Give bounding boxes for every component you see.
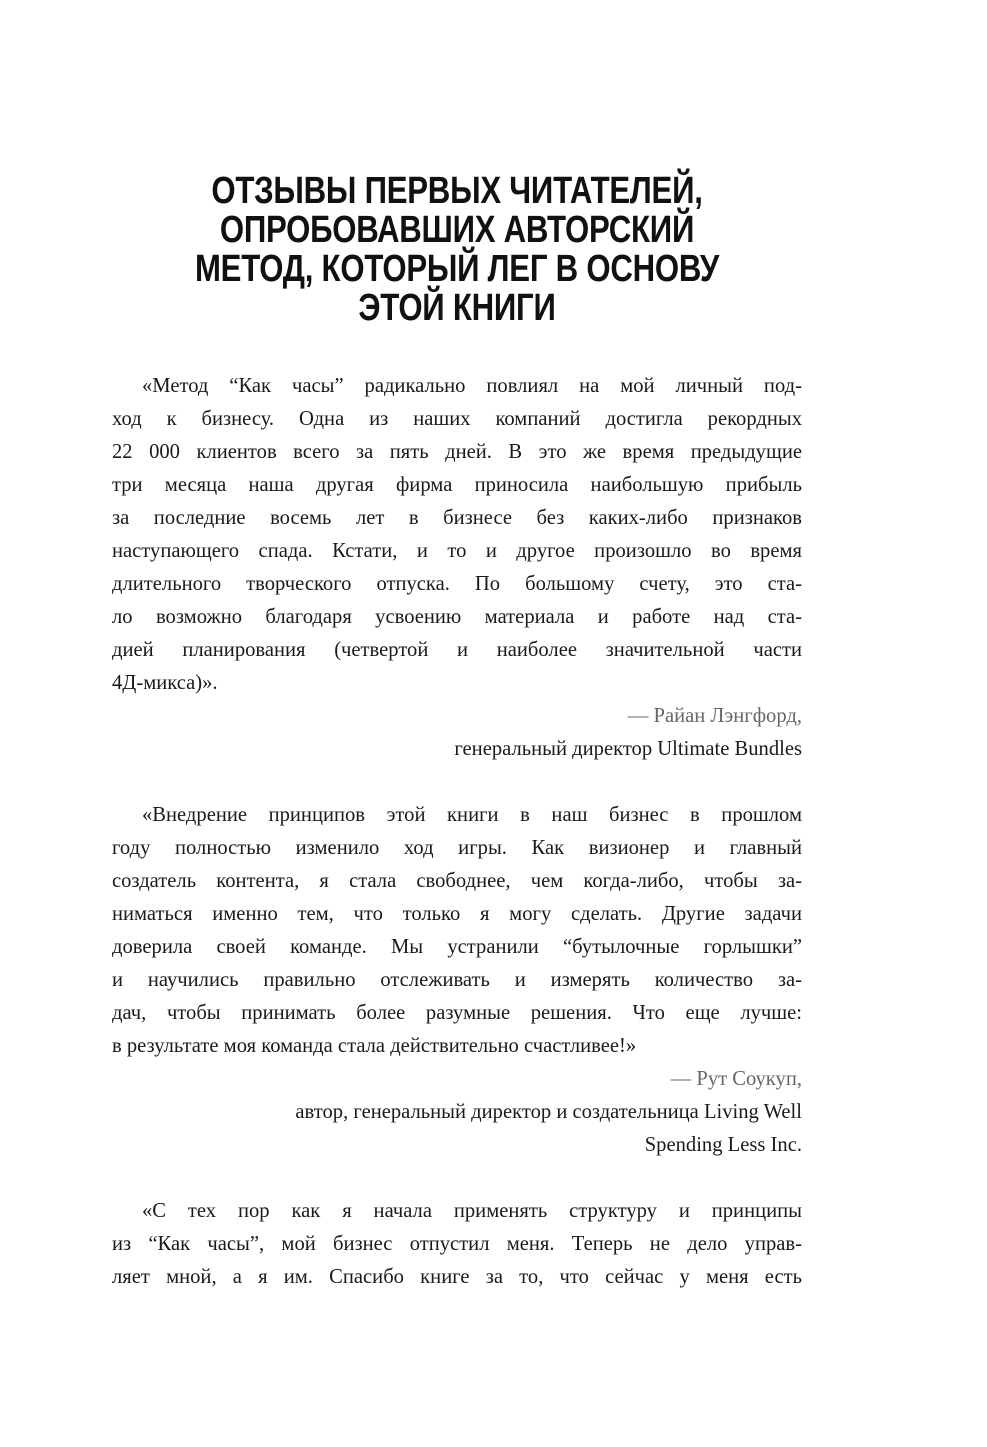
- quote-line: в результате моя команда стала действительно счастливее!»: [112, 1035, 637, 1057]
- review-ryan-langford: [112, 370, 802, 766]
- review-attribution: [112, 700, 802, 766]
- page-title: [174, 172, 740, 328]
- title-line: ОТЗЫВЫ ПЕРВЫХ ЧИТАТЕЛЕЙ,: [211, 170, 703, 212]
- review-quote: [112, 799, 802, 1063]
- title-line: ОПРОБОВАВШИХ АВТОРСКИЙ: [219, 209, 695, 251]
- reviews-list: [112, 370, 802, 1294]
- quote-line: дач, чтобы принимать более разумные решения. Что еще лучше:: [112, 1002, 802, 1024]
- review-quote: [112, 370, 802, 700]
- quote-line: году полностью изменило ход игры. Как визионер и главный: [112, 837, 802, 859]
- review-author-role: генеральный директор Ultimate Bundles: [454, 738, 802, 760]
- quote-line: «С тех пор как я начала применять структуру и принципы: [142, 1200, 802, 1222]
- quote-line: «Метод “Как часы” радикально повлиял на мой личный под-: [142, 375, 802, 397]
- quote-line: три месяца наша другая фирма приносила наибольшую прибыль: [112, 474, 802, 496]
- quote-line: создатель контента, я стала свободнее, чем когда-либо, чтобы за-: [112, 870, 802, 892]
- quote-line: 4Д-микса)».: [112, 672, 218, 694]
- quote-line: ниматься именно тем, что только я могу сделать. Другие задачи: [112, 903, 802, 925]
- quote-line: длительного творческого отпуска. По большому счету, это ста-: [112, 573, 802, 595]
- review-author-role: Spending Less Inc.: [644, 1134, 802, 1156]
- review-attribution: [112, 1063, 802, 1162]
- title-line: ЭТОЙ КНИГИ: [358, 287, 556, 329]
- review-author: — Райан Лэнгфорд,: [627, 705, 802, 727]
- quote-line: ляет мной, а я им. Спасибо книге за то, что сейчас у меня есть: [112, 1266, 802, 1288]
- review-ruth-soukup: [112, 799, 802, 1162]
- quote-line: за последние восемь лет в бизнесе без каких-либо признаков: [112, 507, 802, 529]
- quote-line: из “Как часы”, мой бизнес отпустил меня. Теперь не дело управ-: [112, 1233, 802, 1255]
- quote-line: ло возможно благодаря усвоению материала и работе над ста-: [112, 606, 802, 628]
- title-line: МЕТОД, КОТОРЫЙ ЛЕГ В ОСНОВУ: [194, 248, 720, 290]
- quote-line: 22 000 клиентов всего за пять дней. В это же время предыдущие: [112, 441, 802, 463]
- book-page: [112, 172, 802, 1294]
- review-author-role: автор, генеральный директор и создательница Living Well: [295, 1101, 802, 1123]
- quote-line: и научились правильно отслеживать и измерять количество за-: [112, 969, 802, 991]
- review-third: [112, 1195, 802, 1294]
- quote-line: дией планирования (четвертой и наиболее значительной части: [112, 639, 802, 661]
- quote-line: наступающего спада. Кстати, и то и другое произошло во время: [112, 540, 802, 562]
- review-author: — Рут Соукуп,: [670, 1068, 802, 1090]
- review-quote: [112, 1195, 802, 1294]
- quote-line: доверила своей команде. Мы устранили “бутылочные горлышки”: [112, 936, 802, 958]
- quote-line: ход к бизнесу. Одна из наших компаний достигла рекордных: [112, 408, 802, 430]
- quote-line: «Внедрение принципов этой книги в наш бизнес в прошлом: [142, 804, 802, 826]
